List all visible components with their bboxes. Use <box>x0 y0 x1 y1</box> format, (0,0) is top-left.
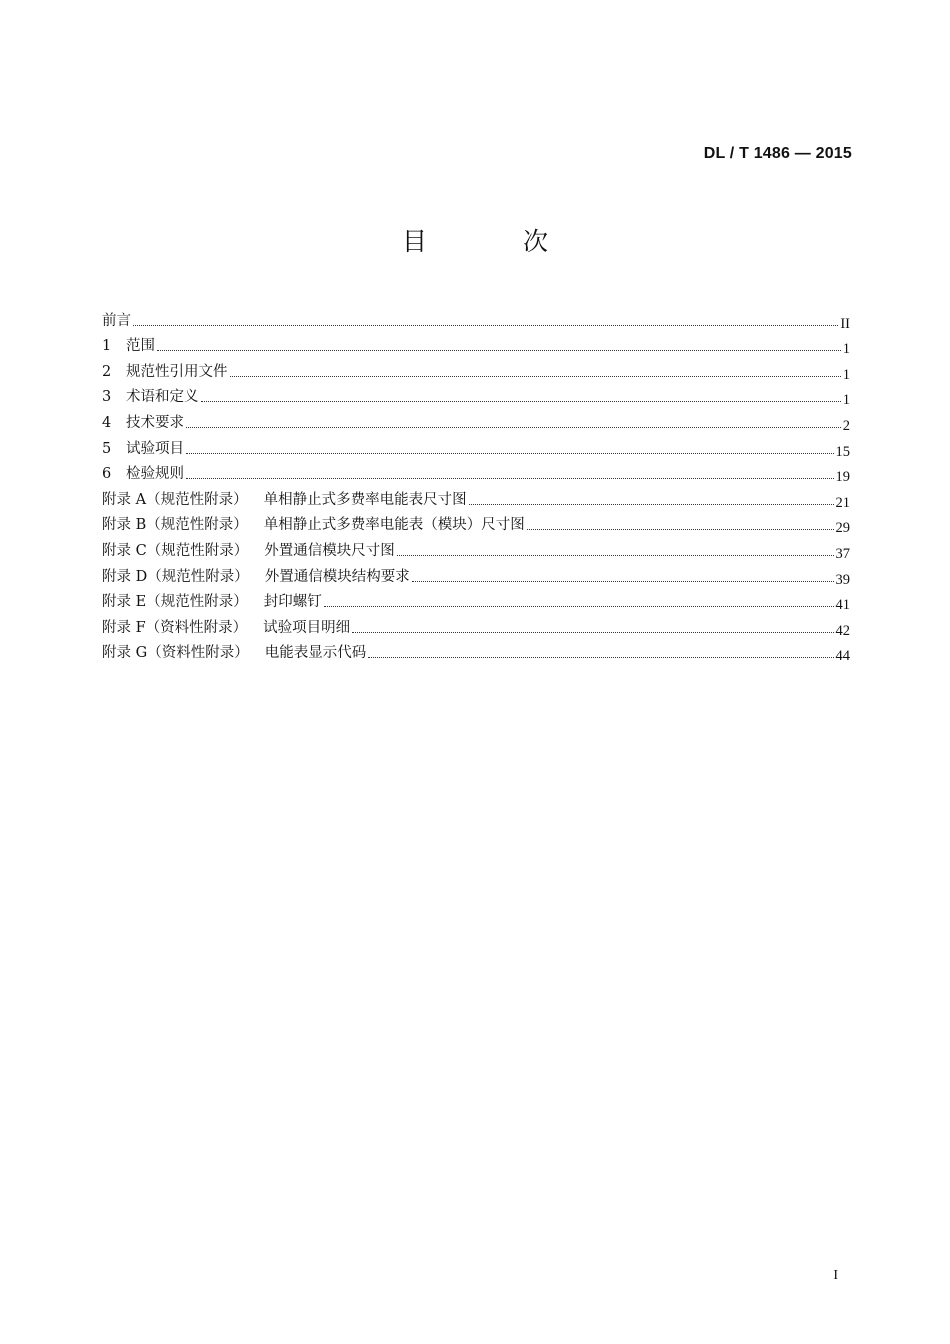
toc-annex-label: 附录 A（规范性附录） <box>102 491 248 508</box>
toc-leader-dots <box>133 325 838 326</box>
toc-entry-label: 试验项目 <box>126 440 184 457</box>
toc-entry-page: 21 <box>835 494 850 511</box>
toc-entry-preface[interactable] <box>102 304 850 330</box>
toc-annex-label: 附录 F（资料性附录） <box>102 619 248 636</box>
toc-entry-annex-d[interactable] <box>102 560 850 586</box>
toc-entry-page: 1 <box>842 341 850 358</box>
toc-entry-annex-f[interactable] <box>102 611 850 637</box>
toc-entry-6[interactable] <box>102 458 850 484</box>
toc-entry-annex-g[interactable] <box>102 637 850 663</box>
toc-entry-page: II <box>840 315 850 332</box>
toc-annex-title: 电能表显示代码 <box>264 645 367 662</box>
toc-entry-label: 前言 <box>102 312 131 329</box>
toc-entry-label: 技术要求 <box>126 414 184 431</box>
toc-annex-title: 外置通信模块结构要求 <box>264 568 410 585</box>
toc-entry-page: 15 <box>835 443 850 460</box>
toc-entry-page: 19 <box>835 469 850 486</box>
toc-annex-label: 附录 B（规范性附录） <box>102 517 248 534</box>
page-number: I <box>833 1268 838 1283</box>
toc-leader-dots <box>352 632 833 633</box>
toc-leader-dots <box>412 581 834 582</box>
toc-leader-dots <box>157 350 841 351</box>
toc-entry-label: 检验规则 <box>126 466 184 483</box>
toc-annex-title: 外置通信模块尺寸图 <box>264 542 395 559</box>
toc-annex-label: 附录 E（规范性附录） <box>102 594 248 611</box>
toc-entry-page: 41 <box>835 597 850 614</box>
toc-entry-page: 44 <box>835 648 850 665</box>
toc-entry-annex-b[interactable] <box>102 509 850 535</box>
toc-entry-number: 6 <box>102 466 112 483</box>
toc-entry-annex-e[interactable] <box>102 586 850 612</box>
toc-entry-page: 42 <box>835 622 850 639</box>
toc-leader-dots <box>527 529 834 530</box>
toc-annex-title: 单相静止式多费率电能表（模块）尺寸图 <box>263 517 525 534</box>
toc-annex-title: 单相静止式多费率电能表尺寸图 <box>263 491 467 508</box>
toc-annex-label: 附录 G（资料性附录） <box>102 645 249 662</box>
toc-leader-dots <box>397 555 834 556</box>
toc-entry-3[interactable] <box>102 381 850 407</box>
toc-entry-label: 规范性引用文件 <box>126 363 228 380</box>
toc-leader-dots <box>186 478 834 479</box>
toc-leader-dots <box>186 453 834 454</box>
toc-entry-page: 2 <box>842 417 850 434</box>
toc-entry-page: 29 <box>835 520 850 537</box>
toc-entry-label: 术语和定义 <box>126 389 199 406</box>
toc-entry-number: 4 <box>102 414 112 431</box>
toc-leader-dots <box>324 606 834 607</box>
toc-entry-page: 39 <box>835 571 850 588</box>
toc-entry-1[interactable] <box>102 330 850 356</box>
toc-leader-dots <box>201 401 841 402</box>
toc-leader-dots <box>186 427 841 428</box>
toc-entry-page: 1 <box>842 366 850 383</box>
toc-entry-5[interactable] <box>102 432 850 458</box>
toc-annex-label: 附录 D（规范性附录） <box>102 568 249 585</box>
toc-leader-dots <box>368 657 833 658</box>
toc-annex-title: 封印螺钉 <box>263 594 322 611</box>
toc-leader-dots <box>230 376 841 377</box>
toc-entry-number: 5 <box>102 440 112 457</box>
toc-leader-dots <box>469 504 834 505</box>
page-title: 目 次 <box>402 227 592 256</box>
toc-entry-number: 2 <box>102 363 112 380</box>
standard-code: DL / T 1486 — 2015 <box>703 145 852 162</box>
toc-entry-2[interactable] <box>102 355 850 381</box>
toc-annex-label: 附录 C（规范性附录） <box>102 542 249 559</box>
toc-entry-4[interactable] <box>102 406 850 432</box>
toc-entry-number: 3 <box>102 389 112 406</box>
toc-entry-page: 1 <box>842 392 850 409</box>
toc-entry-annex-a[interactable] <box>102 483 850 509</box>
toc-entry-page: 37 <box>835 545 850 562</box>
toc-entry-number: 1 <box>102 338 112 355</box>
table-of-contents <box>102 304 850 665</box>
toc-entry-annex-c[interactable] <box>102 534 850 560</box>
toc-annex-title: 试验项目明细 <box>263 619 351 636</box>
toc-entry-label: 范围 <box>126 338 155 355</box>
